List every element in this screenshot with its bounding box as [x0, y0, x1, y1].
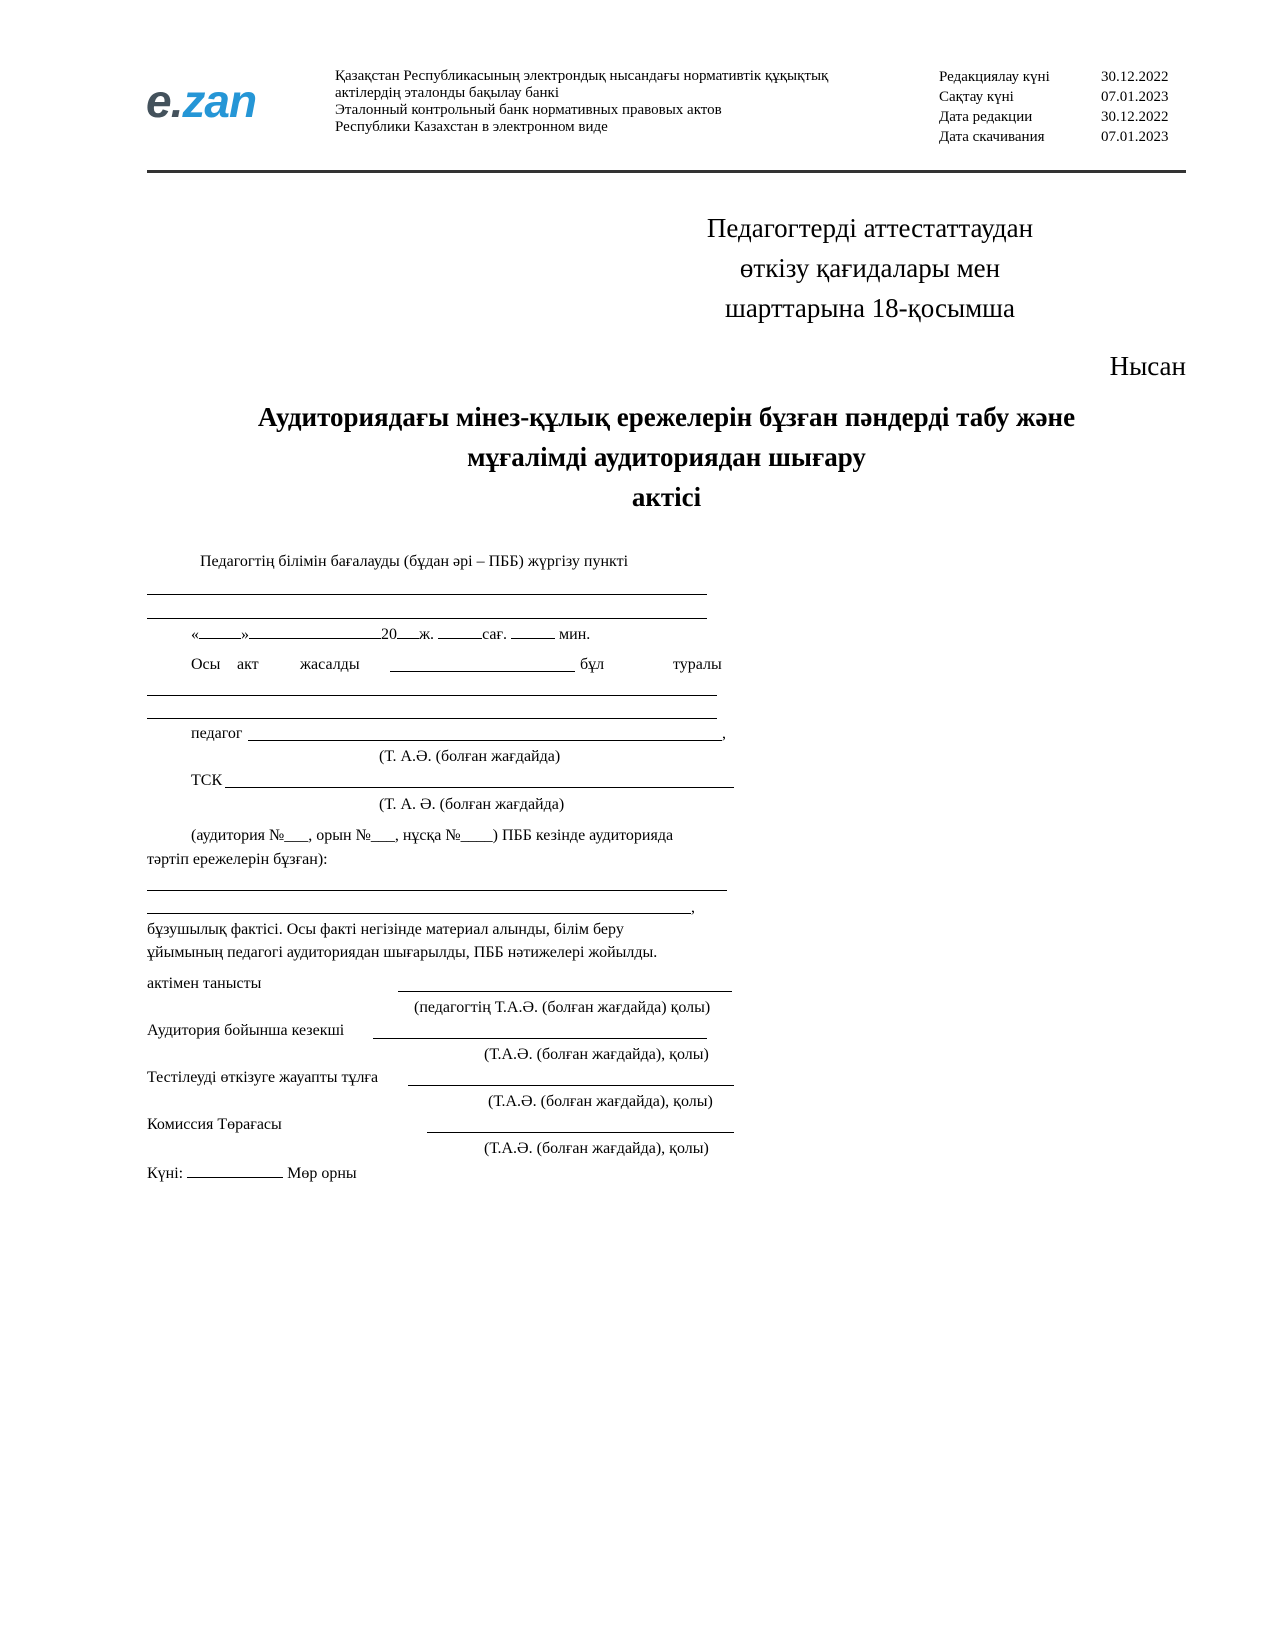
month-field[interactable]: [249, 624, 381, 639]
blank-line[interactable]: [147, 890, 727, 891]
act-word: акт: [237, 656, 259, 673]
meta-row: [939, 87, 1169, 107]
date-stamp-line: [147, 1163, 357, 1184]
header-divider: [147, 170, 1186, 173]
meta-value: 07.01.2023: [1101, 89, 1169, 105]
tsk-field[interactable]: [225, 787, 734, 788]
logo-zan: zan: [182, 75, 257, 127]
logo-e: e: [146, 75, 171, 127]
title-line: мұғалімді аудиториядан шығару: [467, 442, 866, 472]
violation-text: ұйымының педагогі аудиториядан шығарылды, ПББ нәтижелері жойылды.: [147, 944, 658, 961]
date-close-quote: »: [241, 626, 249, 643]
meta-value: 30.12.2022: [1101, 109, 1169, 125]
signature-field[interactable]: [427, 1132, 734, 1133]
acquainted-label: актімен танысты: [147, 975, 262, 992]
teacher-comma: ,: [722, 725, 726, 742]
blank-line[interactable]: [147, 718, 717, 719]
violation-comma: ,: [691, 899, 695, 916]
stamp-label: Мөр орны: [287, 1165, 357, 1182]
annex-note: [620, 208, 1120, 328]
minute-field[interactable]: [511, 624, 555, 639]
blank-line[interactable]: [147, 594, 707, 595]
hour-field[interactable]: [438, 624, 482, 639]
title-line: актісі: [631, 482, 702, 512]
meta-label: Дата редакции: [939, 109, 1033, 125]
auditorium-text: (аудитория №___, орын №___, нұсқа №____) ПББ кезінде аудиторияда: [191, 827, 674, 844]
date-field[interactable]: [187, 1163, 283, 1178]
meta-row: [939, 67, 1169, 87]
signature-field[interactable]: [408, 1085, 734, 1086]
signature-caption: (Т.А.Ә. (болған жағдайда), қолы): [488, 1093, 713, 1110]
header-desc-line: Қазақстан Республикасының электрондық нысандағы нормативтік құқықтық: [335, 68, 829, 84]
annex-line: Педагогтерді аттестаттаудан: [706, 213, 1034, 243]
act-word: Осы: [191, 656, 221, 673]
blank-line[interactable]: [147, 618, 707, 619]
signature-field[interactable]: [398, 991, 732, 992]
hour-suffix: сағ.: [482, 626, 508, 643]
signature-caption: (Т.А.Ә. (болған жағдайда), қолы): [484, 1140, 709, 1157]
document-title: [147, 397, 1186, 517]
blank-line[interactable]: [147, 695, 717, 696]
header-desc-line: Эталонный контрольный банк нормативных правовых актов: [335, 102, 722, 118]
annex-line: шарттарына 18-қосымша: [725, 293, 1015, 323]
header-desc-line: актілердің эталонды бақылау банкі: [335, 85, 559, 101]
signature-caption: (Т.А.Ә. (болған жағдайда), қолы): [484, 1046, 709, 1063]
teacher-field[interactable]: [248, 740, 722, 741]
header-description: [335, 68, 828, 136]
logo-dot: .: [170, 75, 183, 127]
act-word: бұл: [580, 656, 605, 673]
year-prefix: 20: [381, 626, 397, 643]
act-word: туралы: [673, 656, 722, 673]
form-label: Нысан: [1109, 351, 1186, 381]
fio-caption: (Т. А.Ә. (болған жағдайда): [379, 748, 561, 765]
teacher-label: педагог: [191, 725, 243, 742]
year-suffix: ж.: [419, 626, 435, 643]
meta-value: 30.12.2022: [1101, 69, 1169, 85]
meta-row: [939, 127, 1169, 147]
header-desc-line: Республики Казахстан в электронном виде: [335, 119, 608, 135]
title-line: Аудиториядағы мінез-құлық ережелерін бұзған пәндерді табу және: [257, 402, 1076, 432]
signature-caption: (педагогтің Т.А.Ә. (болған жағдайда) қолы): [414, 999, 711, 1016]
responsible-label: Тестілеуді өткізуге жауапты тұлға: [147, 1069, 379, 1086]
act-word: жасалды: [300, 656, 360, 673]
chairman-label: Комиссия Төрағасы: [147, 1116, 282, 1133]
meta-label: Редакциялау күні: [939, 69, 1050, 85]
annex-line: өткізу қағидалары мен: [739, 253, 1001, 283]
date-label: Күні:: [147, 1165, 184, 1182]
act-field[interactable]: [390, 671, 575, 672]
minute-suffix: мин.: [559, 626, 591, 643]
blank-line[interactable]: [147, 913, 691, 914]
meta-label: Дата скачивания: [939, 129, 1045, 145]
signature-field[interactable]: [373, 1038, 707, 1039]
duty-label: Аудитория бойынша кезекші: [147, 1022, 345, 1039]
fio-caption: (Т. А. Ә. (болған жағдайда): [379, 796, 565, 813]
header-meta: [939, 67, 1169, 147]
year-field[interactable]: [397, 624, 419, 639]
ezan-logo: [146, 76, 256, 126]
day-field[interactable]: [199, 624, 241, 639]
meta-row: [939, 107, 1169, 127]
auditorium-text: тәртіп ережелерін бұзған):: [147, 851, 328, 868]
point-label: Педагогтің білімін бағалауды (бұдан әрі – ПББ) жүргізу пункті: [200, 553, 629, 570]
tsk-label: ТСК: [191, 772, 223, 789]
violation-text: бұзушылық фактісі. Осы факті негізінде материал алынды, білім беру: [147, 921, 624, 938]
date-open-quote: «: [191, 626, 199, 643]
meta-label: Сақтау күні: [939, 89, 1014, 105]
meta-value: 07.01.2023: [1101, 129, 1169, 145]
date-line: [191, 624, 590, 645]
